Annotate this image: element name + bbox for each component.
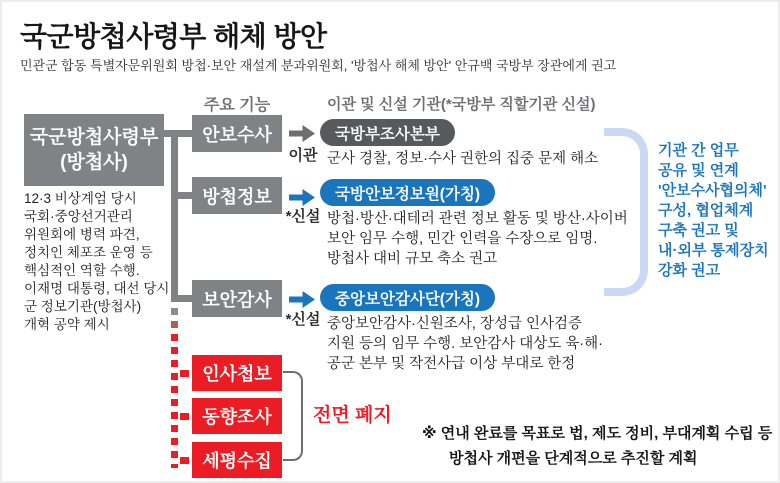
footnote-line1: ※ 연내 완료를 목표로 법, 제도 정비, 부대계획 수립 등 xyxy=(422,425,773,442)
cooperation-note: 기관 간 업무 공유 및 연계 '안보수사협의체' 구성, 협업체계 구축 권고 및 내·외부 통제장치 강화 권고 xyxy=(658,142,769,279)
page-title: 국군방첩사령부 해체 방안 xyxy=(20,21,327,52)
arrow-right-icon xyxy=(289,125,315,142)
connector-vertical xyxy=(171,130,178,302)
bracket-gray xyxy=(283,371,303,461)
function-box-security-audit: 보안감사 xyxy=(192,280,282,317)
dash-transition-gray xyxy=(171,308,178,315)
page-subtitle: 민관군 합동 특별자문위원회 방첩·보안 재설계 분과위원회, '방첩사 해체 방안' 안규백 국방부 장관에게 권고 xyxy=(20,58,617,73)
arrow-label-new-2: *신설 xyxy=(285,311,321,328)
connector-stub-3 xyxy=(178,295,192,302)
abolished-box-trend-survey: 동향조사 xyxy=(192,398,282,434)
dashed-stub-3 xyxy=(180,457,189,464)
arrow-right-icon xyxy=(289,189,315,206)
footnote-line2: 방첩사 개편을 단계적으로 추진할 계획 xyxy=(449,450,698,467)
connector-main xyxy=(162,130,194,137)
connector-stub-2 xyxy=(178,192,192,199)
arrow-right-icon xyxy=(289,291,315,308)
agency-pill-central-audit-group: 중앙보안감사단(가칭) xyxy=(320,284,495,311)
transfers-header: 이관 및 신설 기관(*국방부 직할기관 신설) xyxy=(327,96,596,113)
abolish-label: 전면 폐지 xyxy=(313,405,392,426)
agency-desc-central-audit-group: 중앙보안감사·신원조사, 장성급 인사검증 지원 등의 임무 수행. 보안감사 대상도 육·해· 공군 본부 및 작전사급 이상 부대로 한정 xyxy=(327,316,603,372)
agency-desc-investigation-hq: 군사 경찰, 정보·수사 권한의 집중 문제 해소 xyxy=(327,151,599,167)
agency-pill-defense-security-intel: 국방안보정보원(가칭) xyxy=(320,179,495,206)
bracket-blue xyxy=(604,128,648,296)
connector-dashed-vertical xyxy=(171,308,178,468)
function-box-counterintel-info: 방첩정보 xyxy=(192,177,282,214)
org-box xyxy=(24,114,164,186)
org-description: 12·3 비상계엄 당시 국회·중앙선거관리 위원회에 병력 파견, 정치인 체포조 운영 등 핵심적인 역할 수행. 이재명 대통령, 대선 당시 군 정보기관(방첩사) 개혁 공약 제시 xyxy=(24,191,170,332)
abolished-box-reputation-collection: 세평수집 xyxy=(192,442,282,478)
function-box-security-investigation: 안보수사 xyxy=(192,115,282,152)
arrow-label-transfer: 이관 xyxy=(288,147,318,164)
org-name-line1: 국군방첩사령부 xyxy=(29,127,159,148)
agency-pill-investigation-hq: 국방부조사본부 xyxy=(320,119,455,146)
dash-transition-brown xyxy=(171,321,178,328)
arrow-label-new-1: *신설 xyxy=(285,208,321,225)
org-name-line2: (방첩사) xyxy=(60,152,128,173)
abolished-box-personnel-intel: 인사첩보 xyxy=(192,355,282,391)
functions-header: 주요 기능 xyxy=(203,97,271,114)
dashed-stub-2 xyxy=(180,413,189,420)
agency-desc-defense-security-intel: 방첩·방산·대테러 관련 정보 활동 및 방산·사이버 보안 임무 수행, 민간 인력을 수장으로 임명. 방첩사 대비 규모 축소 권고 xyxy=(327,211,628,267)
dashed-stub-1 xyxy=(180,370,189,377)
